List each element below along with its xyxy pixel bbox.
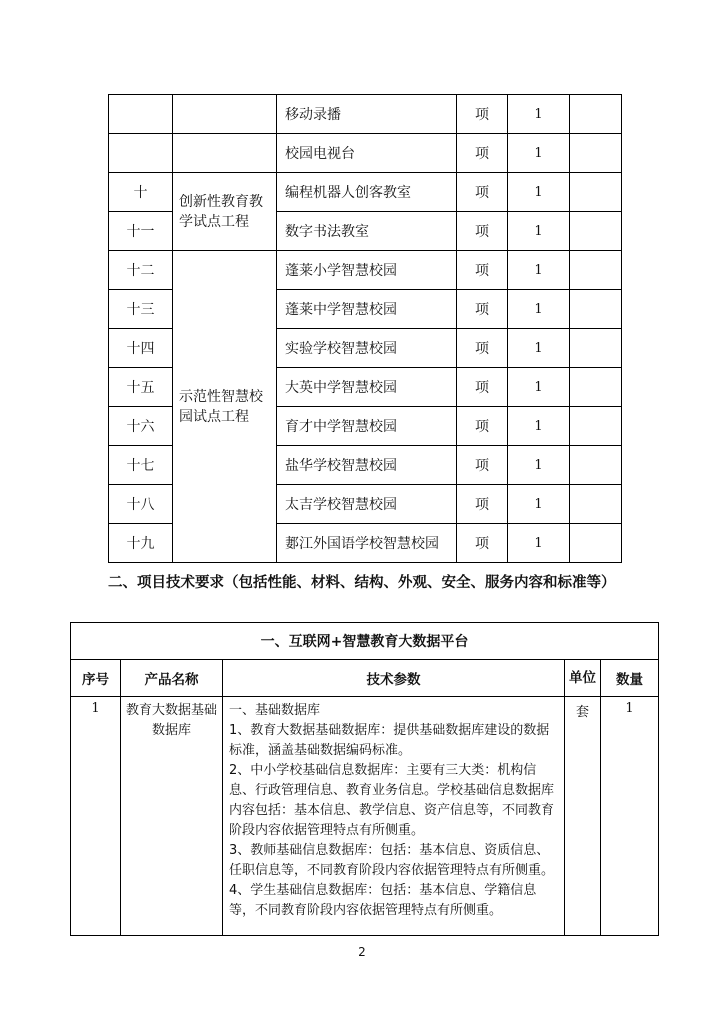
- item-remark: [570, 251, 622, 290]
- item-unit: 项: [457, 524, 508, 563]
- item-name: 编程机器人创客教室: [277, 173, 457, 212]
- header-tech: 技术参数: [223, 660, 565, 697]
- product-qty: 1: [601, 697, 659, 936]
- item-name: 数字书法教室: [277, 212, 457, 251]
- header-qty: 数量: [601, 660, 659, 697]
- item-qty: 1: [508, 173, 570, 212]
- item-unit: 项: [457, 446, 508, 485]
- item-name: 盐华学校智慧校园: [277, 446, 457, 485]
- item-remark: [570, 524, 622, 563]
- item-name: 大英中学智慧校园: [277, 368, 457, 407]
- group-innovative: 创新性教育教学试点工程: [173, 173, 277, 251]
- tech-spec-table: [70, 622, 659, 936]
- row-number: 十五: [109, 368, 173, 407]
- tech-line: 2、中小学校基础信息数据库：主要有三大类：机构信息、行政管理信息、教育业务信息。学校基础信息数据库内容包括：基本信息、教学信息、资产信息等，不同教育阶段内容依据管理特点有所侧重。: [229, 763, 555, 838]
- row-number: 十四: [109, 329, 173, 368]
- page-number: 2: [358, 945, 366, 959]
- item-unit: 项: [457, 134, 508, 173]
- item-unit: 项: [457, 251, 508, 290]
- item-qty: 1: [508, 407, 570, 446]
- row-number: 十六: [109, 407, 173, 446]
- row-number: [109, 95, 173, 134]
- item-remark: [570, 407, 622, 446]
- product-unit: 套: [565, 697, 601, 936]
- item-unit: 项: [457, 368, 508, 407]
- item-remark: [570, 290, 622, 329]
- item-name: 太吉学校智慧校园: [277, 485, 457, 524]
- product-name: 教育大数据基础数据库: [121, 697, 223, 936]
- tech-line: 一、基础数据库: [229, 703, 321, 718]
- row-number: [109, 134, 173, 173]
- item-remark: [570, 329, 622, 368]
- group-cell: [173, 134, 277, 173]
- item-qty: 1: [508, 524, 570, 563]
- item-qty: 1: [508, 485, 570, 524]
- item-qty: 1: [508, 329, 570, 368]
- row-number: 十七: [109, 446, 173, 485]
- item-remark: [570, 173, 622, 212]
- group-demo: 示范性智慧校园试点工程: [173, 251, 277, 563]
- row-number: 十: [109, 173, 173, 212]
- project-list-table: [108, 94, 622, 563]
- item-name: 育才中学智慧校园: [277, 407, 457, 446]
- item-qty: 1: [508, 134, 570, 173]
- item-remark: [570, 134, 622, 173]
- tech-line: 1、教育大数据基础数据库：提供基础数据库建设的数据标准，涵盖基础数据编码标准。: [229, 723, 550, 758]
- row-number: 十九: [109, 524, 173, 563]
- item-name: 郪江外国语学校智慧校园: [277, 524, 457, 563]
- item-unit: 项: [457, 485, 508, 524]
- table-row: [71, 697, 659, 936]
- item-qty: 1: [508, 212, 570, 251]
- item-name: 移动录播: [277, 95, 457, 134]
- header-name: 产品名称: [121, 660, 223, 697]
- item-remark: [570, 485, 622, 524]
- row-number: 十三: [109, 290, 173, 329]
- item-remark: [570, 212, 622, 251]
- item-qty: 1: [508, 290, 570, 329]
- item-unit: 项: [457, 407, 508, 446]
- table-row: [109, 134, 622, 173]
- table-row: [109, 173, 622, 212]
- tech-line: 3、教师基础信息数据库：包括：基本信息、资质信息、任职信息等，不同教育阶段内容依据管理特点有所侧重。: [229, 843, 555, 878]
- table-title: 一、互联网+智慧教育大数据平台: [71, 623, 659, 660]
- item-unit: 项: [457, 329, 508, 368]
- item-name: 实验学校智慧校园: [277, 329, 457, 368]
- item-name: 蓬莱小学智慧校园: [277, 251, 457, 290]
- header-unit: 单位: [565, 660, 601, 697]
- item-qty: 1: [508, 95, 570, 134]
- item-remark: [570, 95, 622, 134]
- item-remark: [570, 368, 622, 407]
- item-unit: 项: [457, 290, 508, 329]
- item-qty: 1: [508, 446, 570, 485]
- item-qty: 1: [508, 368, 570, 407]
- item-remark: [570, 446, 622, 485]
- table-row: [109, 95, 622, 134]
- section-heading: 二、项目技术要求（包括性能、材料、结构、外观、安全、服务内容和标准等）: [108, 575, 616, 591]
- item-name: 蓬莱中学智慧校园: [277, 290, 457, 329]
- item-unit: 项: [457, 95, 508, 134]
- item-unit: 项: [457, 212, 508, 251]
- header-row: [71, 660, 659, 697]
- tech-line: 4、学生基础信息数据库：包括：基本信息、学籍信息等，不同教育阶段内容依据管理特点有所侧重。: [229, 883, 537, 918]
- group-cell: [173, 95, 277, 134]
- row-number: 十八: [109, 485, 173, 524]
- row-number: 1: [71, 697, 121, 936]
- item-qty: 1: [508, 251, 570, 290]
- row-number: 十二: [109, 251, 173, 290]
- item-unit: 项: [457, 173, 508, 212]
- header-no: 序号: [71, 660, 121, 697]
- item-name: 校园电视台: [277, 134, 457, 173]
- table-row: [109, 251, 622, 290]
- row-number: 十一: [109, 212, 173, 251]
- tech-params: [223, 697, 565, 936]
